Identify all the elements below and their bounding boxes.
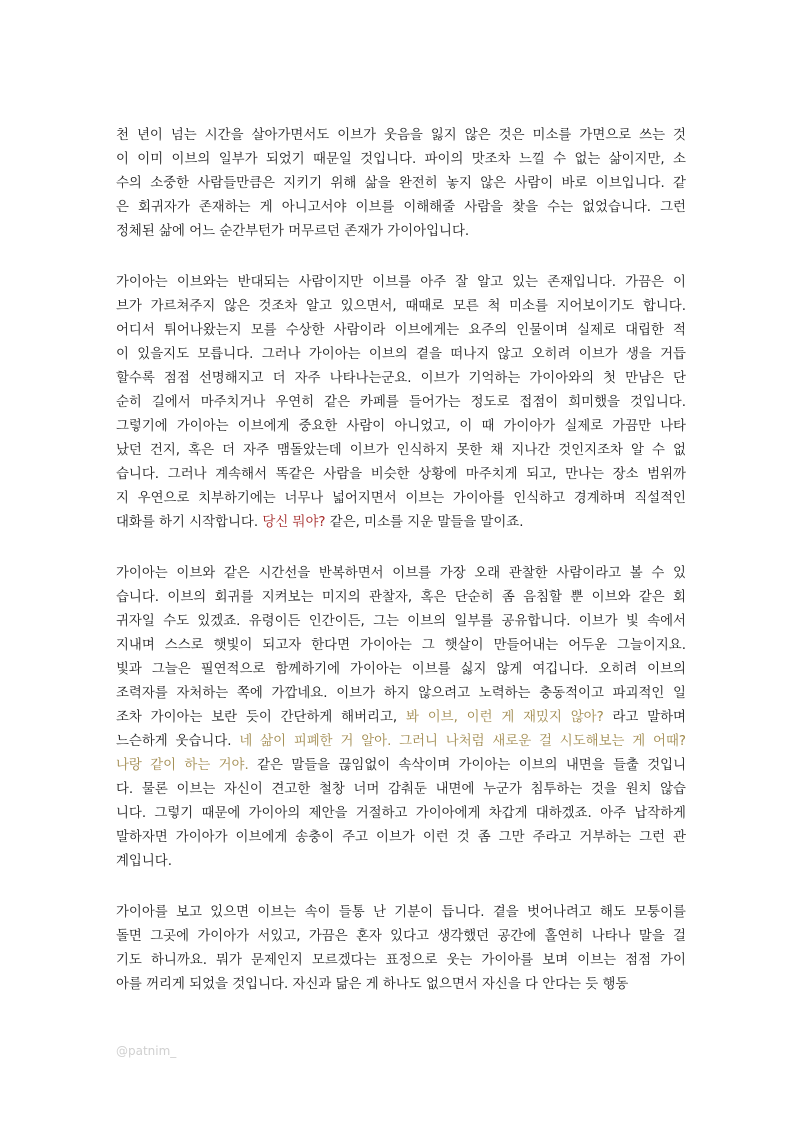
text-segment: 같은, 미소를 지운 말들을 말이죠. [325,515,524,530]
quoted-dialogue: 봐 이브, 이런 게 재밌지 않아? [405,710,604,725]
text-segment: 기도 하니까요. 뭐가 문제인지 모르겠다는 표정으로 웃는 가이아를 보며 이브는 점점 가이 [116,953,686,968]
text-segment: 그렇기에 가이아는 이브에게 중요한 사람이 아니었고, 이 때 가이아가 실제로 가끔만 나타 [116,419,686,434]
text-segment: 지내며 스스로 햇빛이 되고자 한다면 가이아는 그 햇살이 만들어내는 어두운 그늘이지요. [116,638,686,653]
text-line [116,634,686,658]
text-segment: 습니다. 그러나 계속해서 똑같은 사람을 비슷한 상황에 마주치게 되고, 만나는 장소 범위까 [116,467,686,482]
text-segment: 라고 말하며 [603,710,686,725]
text-line [116,802,686,826]
text-line [116,658,686,682]
paragraph [116,562,686,874]
quoted-dialogue: 당신 뭐야? [262,515,326,530]
text-line [116,295,686,319]
text-line [116,949,686,973]
text-segment: 수의 소중한 사람들만큼은 지키기 위해 삶을 완전히 놓지 않은 사람이 바로 이브입니다. 같 [116,176,686,191]
text-line [116,439,686,463]
text-segment: 정체된 삶에 어느 순간부턴가 머무르던 존재가 가이아입니다. [116,224,470,239]
text-line [116,586,686,610]
text-line [116,415,686,439]
text-line [116,367,686,391]
text-segment: 니다. 그렇기 때문에 가이아의 제안을 거절하고 가이아에게 차갑게 대하겠죠. 아주 납작하게 [116,806,686,821]
watermark: @patnim_ [116,1044,177,1058]
text-segment: 조력자를 자처하는 쪽에 가깝네요. 이브가 하지 않으려고 노력하는 충동적이고 파괴적인 일 [116,686,686,701]
text-segment: 났던 건지, 혹은 더 자주 맴돌았는데 이브가 인식하지 못한 채 지나간 것인지조차 알 수 없 [116,443,686,458]
quoted-dialogue: 나랑 같이 하는 거야. [116,758,249,773]
text-segment: 말하자면 가이아가 이브에게 송충이 주고 이브가 이런 것 좀 그만 주라고 거부하는 그런 관 [116,830,686,845]
text-segment: 조차 가이아는 보란 듯이 간단하게 해버리고, [116,710,406,725]
text-line [116,343,686,367]
text-segment: 가이아를 보고 있으면 이브는 속이 들통 난 기분이 듭니다. 곁을 벗어나려고 해도 모퉁이를 [116,905,686,920]
text-line [116,511,686,535]
text-line [116,826,686,850]
text-line [116,610,686,634]
text-segment: 할수록 점점 선명해지고 더 자주 나타나는군요. 이브가 기억하는 가이아와의 첫 만남은 단 [116,371,686,386]
text-segment: 아를 꺼리게 되었을 것입니다. 자신과 닮은 게 하나도 없으면서 자신을 다 안다는 듯 행동 [116,977,629,992]
text-segment: 귀자일 수도 있겠죠. 유령이든 인간이든, 그는 이브의 일부를 공유합니다. 이브가 빛 속에서 [116,614,686,629]
text-line [116,148,686,172]
text-segment: 다. 물론 이브는 자신이 견고한 철창 너머 감춰둔 내면에 누군가 침투하는 것을 원치 않습 [116,782,686,797]
text-segment: 같은 말들을 끊임없이 속삭이며 가이아는 이브의 내면을 들출 것입니 [248,758,686,773]
text-segment: 빛과 그늘은 필연적으로 함께하기에 가이아는 이브를 싫지 않게 여깁니다. 오히려 이브의 [116,662,686,677]
text-line [116,391,686,415]
text-line [116,220,686,244]
quoted-dialogue: 네 삶이 피폐한 거 알아. 그러니 나처럼 새로운 걸 시도해보는 게 어때? [239,734,686,749]
text-line [116,172,686,196]
text-segment: 은 회귀자가 존재하는 게 아니고서야 이브를 이해해줄 사람을 찾을 수는 없었습니다. 그런 [116,200,686,215]
text-line [116,901,686,925]
paragraph [116,901,686,997]
text-line [116,850,686,874]
text-segment: 느슨하게 웃습니다. [116,734,240,749]
text-line [116,124,686,148]
paragraph [116,124,686,244]
text-segment: 이 이미 이브의 일부가 되었기 때문일 것입니다. 파이의 맛조차 느낄 수 없는 삶이지만, 소 [116,152,686,167]
text-segment: 돌면 그곳에 가이아가 서있고, 가끔은 혼자 있다고 생각했던 공간에 홀연히 나타나 말을 걸 [116,929,686,944]
text-segment: 순히 길에서 마주치거나 우연히 같은 카페를 들어가는 정도로 접점이 희미했을 것입니다. [116,395,686,410]
text-segment: 이 있을지도 모릅니다. 그러나 가이아는 이브의 곁을 떠나지 않고 오히려 이브가 생을 거듭 [116,347,686,362]
text-segment: 천 년이 넘는 시간을 살아가면서도 이브가 웃음을 잃지 않은 것은 미소를 가면으로 쓰는 것 [116,128,686,143]
text-segment: 브가 가르쳐주지 않은 것조차 알고 있으면서, 때때로 모른 척 미소를 지어보이기도 합니다. [116,299,686,314]
text-segment: 계입니다. [116,854,172,869]
text-segment: 지 우연으로 치부하기에는 너무나 넓어지면서 이브는 가이아를 인식하고 경계하며 직설적인 [116,491,686,506]
text-segment: 어디서 튀어나왔는지 모를 수상한 사람이라 이브에게는 요주의 인물이며 실제로 대립한 적 [116,323,686,338]
text-line [116,463,686,487]
text-segment: 가이아는 이브와 같은 시간선을 반복하면서 이브를 가장 오래 관찰한 사람이라고 볼 수 있 [116,566,686,581]
text-line [116,778,686,802]
text-line [116,487,686,511]
text-segment: 대화를 하기 시작합니다. [116,515,263,530]
text-line [116,271,686,295]
text-segment: 습니다. 이브의 회귀를 지켜보는 미지의 관찰자, 혹은 단순히 좀 음침할 뿐 이브와 같은 회 [116,590,686,605]
document-body [116,124,686,1024]
paragraph [116,271,686,535]
text-line [116,754,686,778]
text-line [116,973,686,997]
text-line [116,196,686,220]
text-line [116,925,686,949]
text-line [116,319,686,343]
text-line [116,706,686,730]
text-segment: 가이아는 이브와는 반대되는 사람이지만 이브를 아주 잘 알고 있는 존재입니다. 가끔은 이 [116,275,686,290]
text-line [116,730,686,754]
text-line [116,562,686,586]
text-line [116,682,686,706]
